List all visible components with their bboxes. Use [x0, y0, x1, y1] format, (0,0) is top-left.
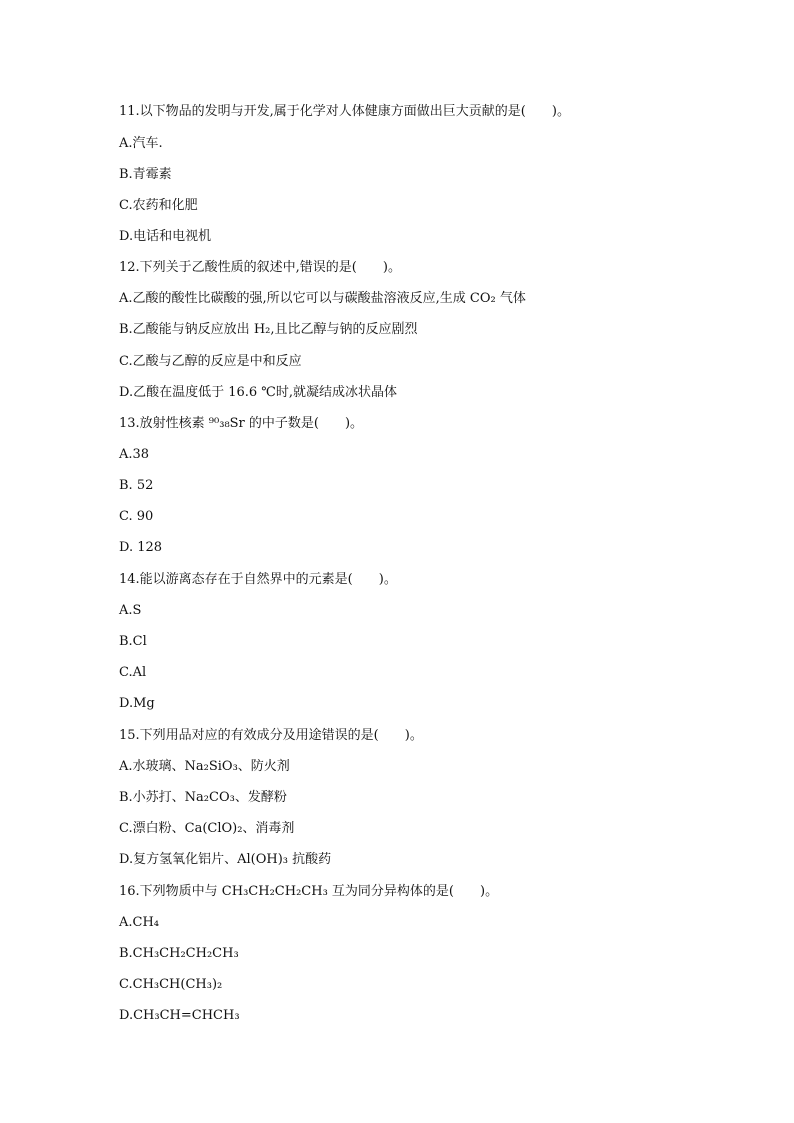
- question-12-stem: 12.下列关于乙酸性质的叙述中,错误的是( )。: [119, 260, 401, 275]
- question-14-option-a: A.S: [119, 603, 142, 618]
- question-12-option-d: D.乙酸在温度低于 16.6 ℃时,就凝结成冰状晶体: [119, 385, 397, 400]
- question-13-option-c: C. 90: [119, 509, 154, 524]
- question-16-option-c: C.CH₃CH(CH₃)₂: [119, 977, 223, 992]
- question-11-option-c: C.农药和化肥: [119, 198, 198, 213]
- question-16-stem: 16.下列物质中与 CH₃CH₂CH₂CH₃ 互为同分异构体的是( )。: [119, 884, 499, 899]
- question-13-option-d: D. 128: [119, 540, 163, 555]
- question-16-option-d: D.CH₃CH=CHCH₃: [119, 1008, 240, 1023]
- question-12-option-a: A.乙酸的酸性比碳酸的强,所以它可以与碳酸盐溶液反应,生成 CO₂ 气体: [119, 291, 526, 306]
- question-14-option-c: C.Al: [119, 665, 147, 680]
- question-16-option-a: A.CH₄: [119, 915, 160, 930]
- question-15-option-a: A.水玻璃、Na₂SiO₃、防火剂: [119, 759, 290, 774]
- question-11-option-b: B.青霉素: [119, 167, 172, 182]
- question-15-stem: 15.下列用品对应的有效成分及用途错误的是( )。: [119, 728, 423, 743]
- question-13-option-b: B. 52: [119, 478, 154, 493]
- question-14-stem: 14.能以游离态存在于自然界中的元素是( )。: [119, 572, 397, 587]
- question-14-option-b: B.Cl: [119, 634, 147, 649]
- question-16-option-b: B.CH₃CH₂CH₂CH₃: [119, 946, 239, 961]
- question-14-option-d: D.Mg: [119, 696, 155, 711]
- question-12-option-b: B.乙酸能与钠反应放出 H₂,且比乙醇与钠的反应剧烈: [119, 322, 418, 337]
- question-11-stem: 11.以下物品的发明与开发,属于化学对人体健康方面做出巨大贡献的是( )。: [119, 104, 570, 119]
- question-13-stem: 13.放射性核素 ⁹⁰₃₈Sr 的中子数是( )。: [119, 416, 364, 431]
- question-15-option-d: D.复方氢氧化铝片、Al(OH)₃ 抗酸药: [119, 852, 332, 867]
- question-15-option-c: C.漂白粉、Ca(ClO)₂、消毒剂: [119, 821, 295, 836]
- question-15-option-b: B.小苏打、Na₂CO₃、发酵粉: [119, 790, 287, 805]
- question-12-option-c: C.乙酸与乙醇的反应是中和反应: [119, 354, 302, 369]
- question-11-option-d: D.电话和电视机: [119, 229, 212, 244]
- question-11-option-a: A.汽车.: [119, 136, 163, 151]
- question-13-option-a: A.38: [119, 447, 150, 462]
